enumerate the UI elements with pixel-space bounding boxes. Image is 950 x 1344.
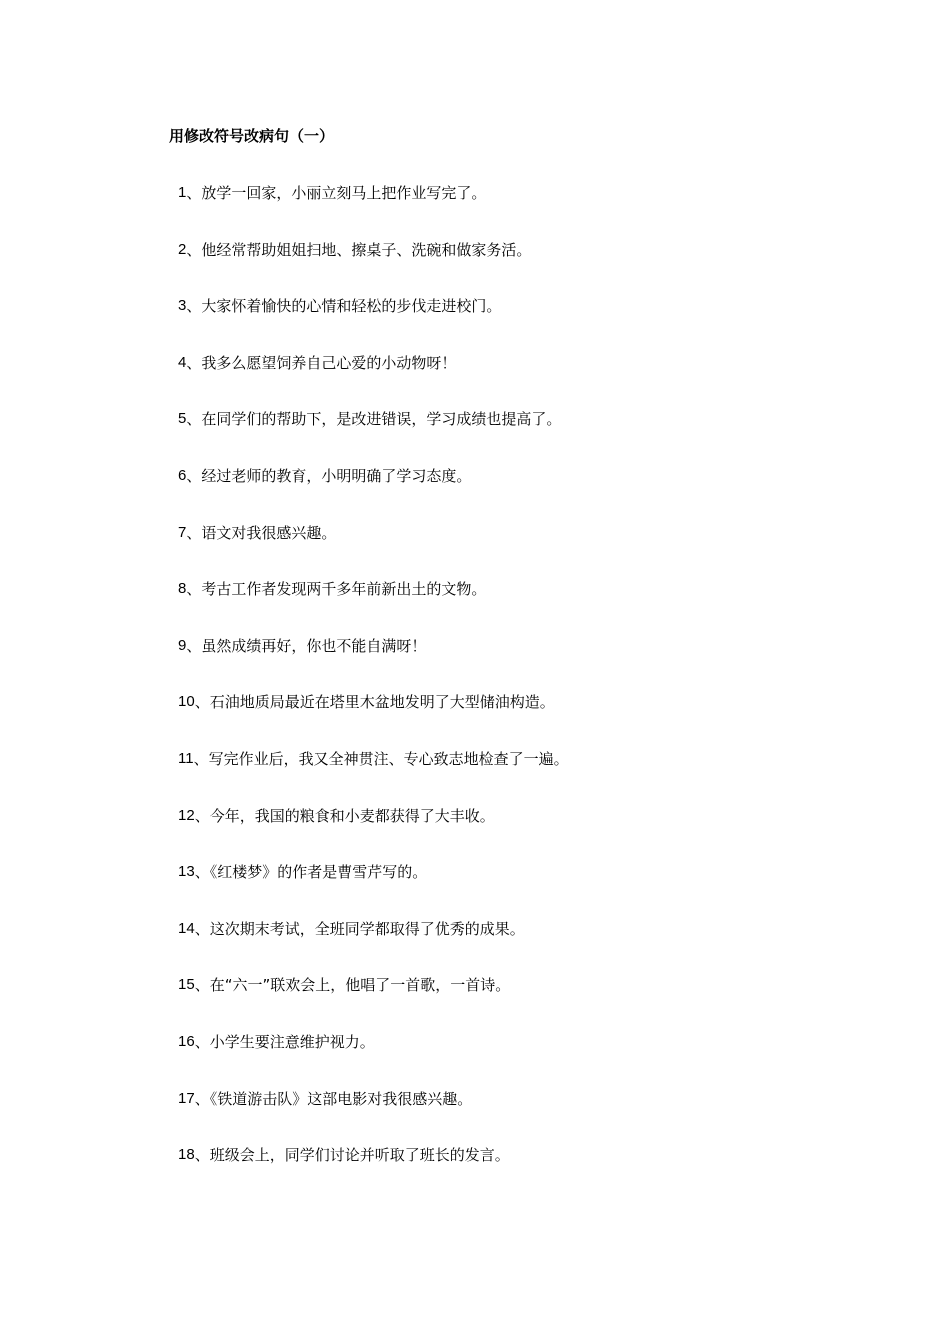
list-item (178, 975, 569, 1032)
item-number: 18 (178, 1146, 195, 1164)
document-title: 用修改符号改病句（一） (169, 127, 335, 145)
list-item (178, 919, 569, 976)
item-number: 15 (178, 976, 195, 994)
item-text: 、他经常帮助姐姐扫地、擦桌子、洗碗和做家务活。 (186, 240, 532, 259)
item-text: 、《红楼梦》的作者是曹雪芹写的。 (194, 863, 428, 882)
item-text: 、石油地质局最近在塔里木盆地发明了大型储油构造。 (194, 693, 555, 712)
item-text: 、写完作业后，我又全神贯注、专心致志地检查了一遍。 (193, 749, 569, 768)
list-item (178, 1145, 569, 1202)
item-number: 12 (178, 806, 195, 824)
item-text: 、《铁道游击队》这部电影对我很感兴趣。 (194, 1089, 473, 1108)
item-text: 、语文对我很感兴趣。 (186, 523, 337, 542)
item-number: 13 (178, 863, 195, 881)
item-number: 14 (178, 919, 195, 937)
item-text: 、虽然成绩再好，你也不能自满呀！ (186, 636, 427, 655)
item-number: 3 (178, 297, 187, 315)
item-text: 、这次期末考试，全班同学都取得了优秀的成果。 (194, 919, 525, 938)
item-text: 、考古工作者发现两千多年前新出土的文物。 (186, 580, 487, 599)
list-item (178, 1032, 569, 1089)
item-text: 、在同学们的帮助下，是改进错误，学习成绩也提高了。 (186, 410, 562, 429)
item-number: 17 (178, 1089, 195, 1107)
item-number: 4 (178, 353, 187, 371)
item-text: 、在“六一”联欢会上，他唱了一首歌，一首诗。 (194, 976, 511, 995)
list-item (178, 579, 569, 636)
item-text: 、我多么愿望饲养自己心爱的小动物呀！ (186, 353, 457, 372)
item-text: 、今年，我国的粮食和小麦都获得了大丰收。 (194, 806, 495, 825)
list-item (178, 296, 569, 353)
list-item (178, 749, 569, 806)
list-item (178, 409, 569, 466)
item-text: 、大家怀着愉快的心情和轻松的步伐走进校门。 (186, 297, 502, 316)
list-item (178, 636, 569, 693)
item-text: 、班级会上，同学们讨论并听取了班长的发言。 (194, 1146, 510, 1165)
list-item (178, 523, 569, 580)
list-item (178, 1089, 569, 1146)
list-item (178, 466, 569, 523)
sentence-list (178, 183, 569, 1202)
item-text: 、经过老师的教育，小明明确了学习态度。 (186, 466, 472, 485)
item-number: 16 (178, 1032, 195, 1050)
list-item (178, 692, 569, 749)
item-number: 9 (178, 636, 187, 654)
item-number: 10 (178, 693, 195, 711)
item-text: 、放学一回家，小丽立刻马上把作业写完了。 (186, 184, 487, 202)
list-item (178, 183, 569, 240)
item-number: 7 (178, 523, 187, 541)
list-item (178, 862, 569, 919)
list-item (178, 240, 569, 297)
item-number: 2 (178, 240, 187, 258)
item-number: 5 (178, 410, 187, 428)
item-number: 11 (178, 749, 194, 767)
list-item (178, 806, 569, 863)
list-item (178, 353, 569, 410)
item-number: 1 (178, 184, 187, 201)
item-text: 、小学生要注意维护视力。 (194, 1032, 375, 1051)
item-number: 8 (178, 580, 187, 598)
item-number: 6 (178, 466, 187, 484)
